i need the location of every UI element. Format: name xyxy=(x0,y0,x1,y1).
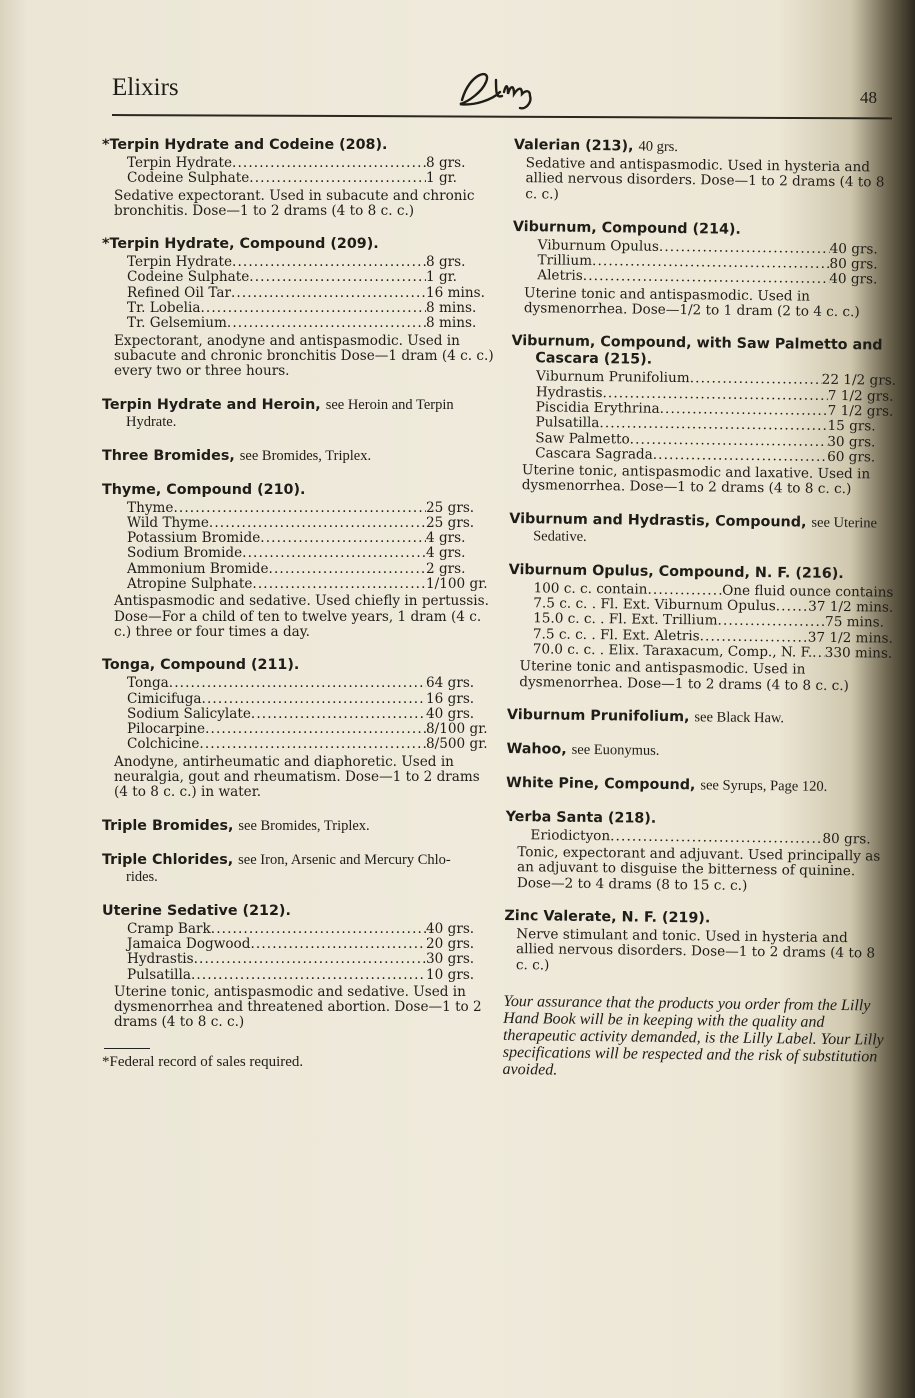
ingredient-name: Ammonium Bromide xyxy=(127,560,269,577)
formula-entry xyxy=(102,397,494,431)
ingredient-row xyxy=(127,531,494,546)
ingredient-row xyxy=(127,546,494,561)
formula-entry xyxy=(102,137,494,219)
entry-title: Viburnum Prunifolium, see Black Haw. xyxy=(506,706,785,727)
ingredient-amount: 20 grs. xyxy=(426,935,475,952)
ingredient-amount: 8 grs. xyxy=(426,254,466,271)
ingredient-amount: 10 grs. xyxy=(426,966,475,983)
formula-entry xyxy=(102,818,494,835)
leader-dots xyxy=(202,692,426,707)
ingredient-amount: 8 grs. xyxy=(426,155,466,171)
entry-reference: see Uterine xyxy=(811,514,878,532)
ingredient-amount: 40 grs. xyxy=(426,920,475,937)
entry-reference: see Euonymus. xyxy=(571,741,660,759)
entry-reference: see Black Haw. xyxy=(694,709,785,727)
entry-reference: see Heroin and Terpin xyxy=(325,396,454,413)
entry-description: Uterine tonic and antispasmodic. Used in dysmenorrhea. Dose—1 to 2 drams (4 to 8 c. c.) xyxy=(519,658,849,694)
entry-title: Viburnum Opulus, Compound, N. F. (216). xyxy=(508,561,844,582)
leader-dots xyxy=(232,255,426,270)
leader-dots xyxy=(205,722,426,737)
ingredient-name: Sodium Bromide xyxy=(127,545,243,562)
ingredient-amount: 1/100 gr. xyxy=(426,576,488,593)
ingredient-name: Piscidia Erythrina xyxy=(535,399,660,417)
entry-description: Uterine tonic and antispasmodic. Used in dysmenorrhea. Dose—1/2 to 1 dram (2 to 4 c. c.) xyxy=(523,284,860,321)
ingredient-name: Terpin Hydrate xyxy=(127,155,233,171)
ingredient-name: Colchicine xyxy=(127,736,200,753)
ingredient-row xyxy=(127,952,494,967)
formula-entry xyxy=(512,219,898,321)
entry-description: Uterine tonic, antispasmodic and laxative. Used in dysmenorrhea. Dose—1 to 2 drams (4 to 8 c. c.) xyxy=(521,462,871,498)
formula-entry xyxy=(102,482,494,641)
leader-dots xyxy=(199,737,426,752)
ingredient-row xyxy=(127,270,494,285)
entry-reference: 40 grs. xyxy=(638,138,679,156)
ingredient-amount: 25 grs. xyxy=(426,499,475,516)
section-heading: Elixirs xyxy=(112,74,179,101)
ingredient-amount: 15 grs. xyxy=(827,418,876,435)
ingredient-row xyxy=(127,286,494,301)
ingredient-row xyxy=(127,937,494,952)
ingredient-row xyxy=(127,692,494,707)
ingredient-amount: One fluid ounce contains xyxy=(722,582,894,601)
ingredient-name: Cascara Sagrada xyxy=(535,445,653,463)
ingredient-list xyxy=(510,369,896,465)
ingredient-amount: 4 grs. xyxy=(426,530,466,547)
entry-title: *Terpin Hydrate, Compound (209). xyxy=(102,236,379,253)
ingredient-amount: 80 grs. xyxy=(829,256,878,273)
ingredient-list xyxy=(508,581,894,662)
ingredient-amount: 40 grs. xyxy=(829,240,878,258)
leader-dots xyxy=(251,707,426,722)
entry-title: Viburnum and Hydrastis, Compound, see Uterine Sedative. xyxy=(509,511,894,550)
entry-description: Sedative and antispasmodic. Used in hysteria and allied nervous disorders. Dose—1 to 2 drams (4 to 8 c. c.) xyxy=(525,155,885,203)
right-column xyxy=(503,137,899,1083)
entry-description: Nerve stimulant and tonic. Used in hysteria and allied nervous disorders. Dose—1 to 2 drams (4 to 8 c. c.) xyxy=(515,926,876,974)
leader-dots xyxy=(249,171,426,186)
entry-title: Triple Chlorides, see Iron, Arsenic and Mercury Chlo- rides. xyxy=(102,852,494,886)
closing-note: Your assurance that the products you order from the Lilly Hand Book will be in keeping with the quality and therapeutic activity demanded, is the Lilly Label. Your Lilly specifications will be respected and the risk of substitution avoided. xyxy=(502,992,884,1079)
entry-title-continued: Sedative. xyxy=(533,528,587,545)
ingredient-amount: 37 1/2 mins. xyxy=(808,598,894,616)
ingredient-amount: 4 grs. xyxy=(426,545,466,562)
ingredient-name: Hydrastis xyxy=(535,383,603,401)
ingredient-name: 100 c. c. contain xyxy=(533,580,648,598)
leader-dots xyxy=(211,922,426,937)
formula-entry xyxy=(506,775,891,797)
ingredient-amount: 330 mins. xyxy=(824,644,893,662)
entry-reference: see Syrups, Page 120. xyxy=(700,777,828,795)
ingredient-amount: 7 1/2 grs. xyxy=(827,402,894,420)
entry-title: Viburnum, Compound, with Saw Palmetto and Cascara (215). xyxy=(511,333,896,372)
page-number: 48 xyxy=(860,88,877,107)
entry-reference: see Iron, Arsenic and Mercury Chlo- xyxy=(238,851,451,868)
ingredient-list xyxy=(102,156,494,187)
leader-dots xyxy=(232,156,426,171)
ingredient-row xyxy=(127,968,494,983)
leader-dots xyxy=(200,301,426,316)
ingredient-name: Codeine Sulphate xyxy=(127,170,250,187)
ingredient-amount: 30 grs. xyxy=(426,951,475,968)
ingredient-list xyxy=(102,255,494,331)
ingredient-name: Wild Thyme xyxy=(127,514,209,531)
entry-title-continued: rides. xyxy=(126,868,158,885)
entry-description: Sedative expectorant. Used in subacute and chronic bronchitis. Dose—1 to 2 drams (4 to 8 c. c.) xyxy=(114,187,475,219)
ingredient-name: Codeine Sulphate xyxy=(127,269,250,286)
formula-entry xyxy=(513,137,899,207)
entry-title: Uterine Sedative (212). xyxy=(102,902,291,919)
ingredient-row xyxy=(127,156,494,171)
entry-title: White Pine, Compound, see Syrups, Page 120. xyxy=(506,774,828,795)
entry-title: Valerian (213), 40 grs. xyxy=(513,137,679,156)
ingredient-amount: 8 mins. xyxy=(426,300,477,317)
entry-title: *Terpin Hydrate and Codeine (208). xyxy=(102,137,388,153)
ingredient-amount: 16 grs. xyxy=(426,690,475,707)
ingredient-name: Saw Palmetto xyxy=(535,429,630,447)
ingredient-amount: 1 gr. xyxy=(426,170,457,187)
leader-dots xyxy=(250,937,426,952)
leader-dots xyxy=(227,316,426,331)
ingredient-row xyxy=(127,577,494,592)
entry-description: Antispasmodic and sedative. Used chiefly in pertussis. Dose—For a child of ten to twelve years, 1 dram (4 c. c.) three or four times a day. xyxy=(114,593,489,640)
ingredient-amount: 40 grs. xyxy=(426,705,475,722)
ingredient-name: 70.0 c. c. . Elix. Taraxacum, Comp., N. F. xyxy=(532,641,813,661)
ingredient-name: Pulsatilla xyxy=(535,414,600,432)
entry-description: Uterine tonic, antispasmodic and sedative. Used in dysmenorrhea and threatened abortion. Dose—1 to 2 drams (4 to 8 c. c.) xyxy=(114,983,482,1031)
ingredient-amount: 8 mins. xyxy=(426,315,477,332)
entry-title: Yerba Santa (218). xyxy=(505,808,657,827)
ingredient-name: Sodium Salicylate xyxy=(127,705,251,722)
ingredient-name: Cramp Bark xyxy=(127,920,211,937)
ingredient-amount: 7 1/2 grs. xyxy=(827,387,894,405)
formula-entry xyxy=(510,333,897,498)
leader-dots xyxy=(690,372,822,389)
footnote: *Federal record of sales required. xyxy=(102,1053,304,1070)
ingredient-row xyxy=(127,316,494,331)
ingredient-row xyxy=(127,255,494,270)
lilly-logo xyxy=(452,62,548,114)
entry-title: Zinc Valerate, N. F. (219). xyxy=(504,907,711,927)
entry-description: Tonic, expectorant and adjuvant. Used principally as an adjuvant to disguise the bitterness of quinine. Dose—2 to 4 drams (8 to 15 c. c.) xyxy=(516,844,881,894)
leader-dots xyxy=(242,546,426,561)
ingredient-row xyxy=(127,562,494,577)
formula-entry xyxy=(102,236,494,379)
leader-dots xyxy=(194,952,426,967)
ingredient-row xyxy=(127,171,494,186)
ingredient-amount: 25 grs. xyxy=(426,514,475,531)
leader-dots xyxy=(812,646,825,661)
leader-dots xyxy=(583,269,830,287)
ingredient-amount: 37 1/2 mins. xyxy=(807,629,894,647)
ingredient-list xyxy=(512,238,898,289)
ingredient-name: Jamaica Dogwood xyxy=(127,935,251,952)
ingredient-amount: 80 grs. xyxy=(822,830,871,848)
ingredient-name: Tr. Lobelia xyxy=(127,300,201,317)
entry-title: Wahoo, see Euonymus. xyxy=(506,740,660,759)
formula-entry xyxy=(509,511,894,550)
entry-title: Viburnum, Compound (214). xyxy=(512,218,742,238)
ingredient-amount: 60 grs. xyxy=(827,448,876,466)
formula-entry xyxy=(102,903,494,1031)
leader-dots xyxy=(610,829,822,847)
entry-title: Tonga, Compound (211). xyxy=(102,657,300,674)
leader-dots xyxy=(653,448,828,465)
ingredient-amount: 2 grs. xyxy=(426,560,466,577)
ingredient-row xyxy=(127,501,494,516)
formula-entry xyxy=(102,852,494,886)
leader-dots xyxy=(209,516,426,531)
ingredient-amount: 64 grs. xyxy=(426,675,475,692)
ingredient-name: Viburnum Prunifolium xyxy=(535,368,690,387)
entry-description: Expectorant, anodyne and antispasmodic. Used in subacute and chronic bronchitis Dose—1 dram (4 c. c.) every two or three hours. xyxy=(114,332,494,380)
entry-title-continued: Cascara (215). xyxy=(535,350,653,369)
entry-reference: see Bromides, Triplex. xyxy=(238,817,370,834)
ingredient-amount: 1 gr. xyxy=(426,269,457,286)
entry-title: Thyme, Compound (210). xyxy=(102,481,306,498)
ingredient-name: Tonga xyxy=(127,675,169,692)
ingredient-name: Tr. Gelsemium xyxy=(127,315,227,332)
formula-entry xyxy=(507,707,892,729)
formula-entry xyxy=(505,809,891,896)
leader-dots xyxy=(776,599,809,615)
footnote-rule xyxy=(104,1048,150,1049)
leader-dots xyxy=(173,501,426,516)
ingredient-name: Trillium xyxy=(537,252,593,270)
formula-entry xyxy=(507,562,894,695)
leader-dots xyxy=(717,614,825,631)
entry-description: Anodyne, antirheumatic and diaphoretic. Used in neuralgia, gout and rheumatism. Dose—1 to 2 drams (4 to 8 c. c.) in water. xyxy=(114,753,480,801)
formula-entry xyxy=(102,448,494,465)
left-column xyxy=(102,137,494,1070)
entry-title: Three Bromides, see Bromides, Triplex. xyxy=(102,447,372,464)
leader-dots xyxy=(260,531,426,546)
entry-title: Terpin Hydrate and Heroin, see Heroin and Terpin Hydrate. xyxy=(102,397,494,431)
ingredient-row xyxy=(127,301,494,316)
ingredient-row xyxy=(127,707,494,722)
ingredient-row xyxy=(127,722,494,737)
entry-title-continued: Hydrate. xyxy=(126,413,177,430)
entry-reference: see Bromides, Triplex. xyxy=(239,447,372,464)
ingredient-amount: 30 grs. xyxy=(827,433,876,451)
leader-dots xyxy=(269,562,426,577)
ingredient-row xyxy=(127,737,494,752)
entry-title: Triple Bromides, see Bromides, Triplex. xyxy=(102,817,370,834)
ingredient-name: Potassium Bromide xyxy=(127,530,261,547)
formula-entry xyxy=(506,741,891,763)
ingredient-name: Pilocarpine xyxy=(127,721,206,738)
ingredient-row xyxy=(127,922,494,937)
leader-dots xyxy=(249,270,426,285)
ingredient-name: Refined Oil Tar xyxy=(127,284,231,301)
ingredient-name: Hydrastis xyxy=(127,951,194,968)
ingredient-name: 15.0 c. c. . Fl. Ext. Trillium xyxy=(533,610,718,629)
ingredient-name: Aletris xyxy=(537,267,583,285)
ingredient-row xyxy=(127,516,494,531)
leader-dots xyxy=(252,577,426,592)
ingredient-name: Viburnum Opulus xyxy=(537,237,660,255)
ingredient-amount: 8/500 gr. xyxy=(426,736,488,753)
ingredient-name: Pulsatilla xyxy=(127,966,191,983)
ingredient-amount: 40 grs. xyxy=(829,271,878,288)
ingredient-row xyxy=(127,676,494,691)
ingredient-list xyxy=(102,676,494,752)
ingredient-amount: 22 1/2 grs. xyxy=(821,372,897,390)
ingredient-name: 7.5 c. c. . Fl. Ext. Viburnum Opulus xyxy=(533,595,776,615)
ingredient-amount: 75 mins. xyxy=(824,614,885,631)
ingredient-name: Thyme xyxy=(127,499,174,516)
ingredient-name: Atropine Sulphate xyxy=(127,576,253,593)
ingredient-list xyxy=(102,922,494,983)
ingredient-amount: 8/100 gr. xyxy=(426,721,488,738)
ingredient-name: Cimicifuga xyxy=(127,690,202,707)
leader-dots xyxy=(231,286,426,301)
header-rule xyxy=(112,114,892,119)
ingredient-name: Terpin Hydrate xyxy=(127,254,233,271)
ingredient-name: Eriodictyon xyxy=(530,827,611,845)
ingredient-amount: 16 mins. xyxy=(426,284,485,301)
leader-dots xyxy=(169,676,426,691)
ingredient-name: 7.5 c. c. . Fl. Ext. Aletris xyxy=(532,625,700,644)
formula-entry xyxy=(102,657,494,800)
formula-entry xyxy=(504,908,890,978)
ingredient-list xyxy=(102,501,494,593)
leader-dots xyxy=(191,968,426,983)
